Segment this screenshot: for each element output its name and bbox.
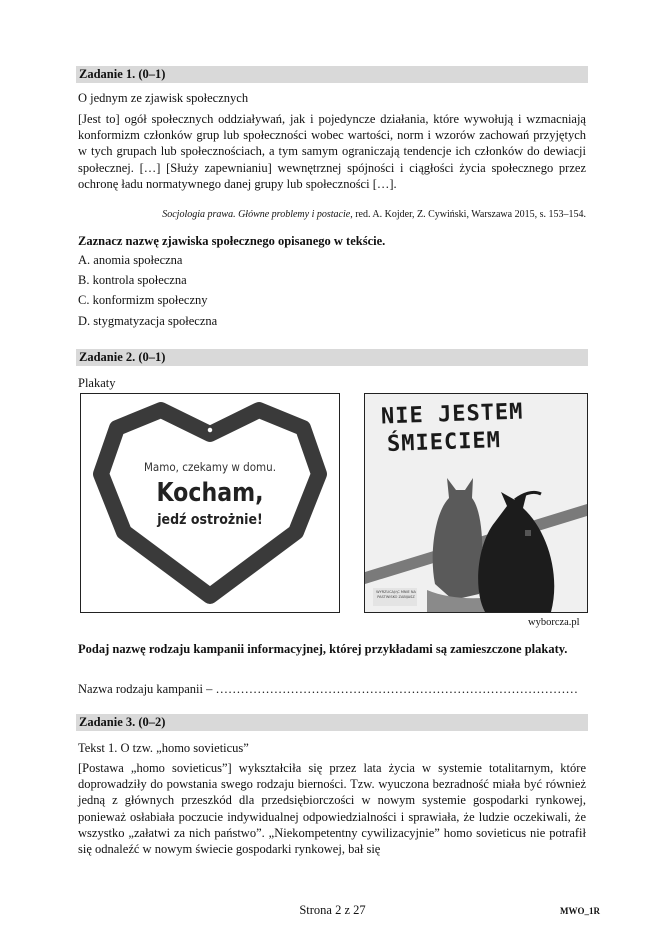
task1-option-c[interactable]: C. konformizm społeczny — [78, 293, 208, 307]
page-number: Strona 2 z 27 — [299, 903, 366, 917]
poster-heart-line3: jedź ostrożnie! — [157, 512, 263, 528]
task1-instruction: Zaznacz nazwę zjawiska społecznego opisanego w tekście. — [78, 234, 386, 248]
poster-cat-small-text: WYRZUCAJĄC MNIE NA PASTWISKO ZABIJASZ — [376, 590, 416, 599]
poster-cat-line2: ŚMIECIEM — [386, 428, 502, 457]
image-credit: wyborcza.pl — [528, 617, 580, 628]
task1-source-rest: , red. A. Kojder, Z. Cywiński, Warszawa 2015, s. 153–154. — [350, 209, 586, 220]
task3-text: [Postawa „homo sovieticus”] wykształciła się przez lata życia w systemie totalitarnym, które doprowadziły do powstania swego rodzaju bierności. Tzw. wyuczona bezradność miała być również jedną z głównych przeszkód dla przedsiębiorczości w nowym systemie gospodarki rynkowej, ponieważ osłabiała poczucie indywidualnej odpowiedzialności i sprawiała, że ludzie oczekiwali, że wszystko „załatwi za nich państwo”. „Niekompetentny cywilizacyjnie” homo sovieticus nie potrafił się odnaleźć w nowym świecie gospodarki rynkowej, bał się — [78, 761, 586, 857]
task1-option-d[interactable]: D. stygmatyzacja społeczna — [78, 314, 218, 328]
task1-header: Zadanie 1. (0–1) — [76, 66, 588, 83]
task2-instruction: Podaj nazwę rodzaju kampanii informacyjnej, której przykładami są zamieszczone plakaty. — [78, 642, 568, 656]
poster-heart — [80, 393, 340, 613]
task1-intro: O jednym ze zjawisk społecznych — [78, 91, 249, 105]
poster-heart-line1: Mamo, czekamy w domu. — [143, 460, 276, 474]
task1-option-b[interactable]: B. kontrola społeczna — [78, 273, 187, 287]
task1-source-title: Socjologia prawa. Główne problemy i postacie — [162, 209, 351, 220]
poster-heart-line2: Kocham, — [156, 478, 264, 508]
poster-cat — [364, 393, 588, 613]
task1-source — [110, 208, 586, 221]
task2-label: Plakaty — [78, 376, 116, 390]
task1-quote: [Jest to] ogół społecznych oddziaływań, jak i pojedyncze działania, które wywołują i wzmacniają konformizm członków grup lub społeczności wobec wartości, norm i wzorów zachowań przyjętych w tych grupach lub społecznościach, a tym samym ograniczają tendencje ich członków do dewiacji społecznej. […] [Służy zapewnianiu] wewnętrznej spójności i ciągłości życia społecznego przez ochronę ładu normatywnego danej grupy lub społeczności […]. — [78, 112, 586, 191]
task3-header: Zadanie 3. (0–2) — [76, 714, 588, 731]
task1-option-a[interactable]: A. anomia społeczna — [78, 253, 183, 267]
task2-answer-line[interactable]: Nazwa rodzaju kampanii – …………………………………………………………………………… — [78, 682, 578, 696]
exam-code: MWO_1R — [560, 906, 600, 916]
poster-cat-line1: NIE JESTEM — [380, 399, 524, 430]
task2-header: Zadanie 2. (0–1) — [76, 349, 588, 366]
task3-text-title: Tekst 1. O tzw. „homo sovieticus” — [78, 741, 249, 755]
